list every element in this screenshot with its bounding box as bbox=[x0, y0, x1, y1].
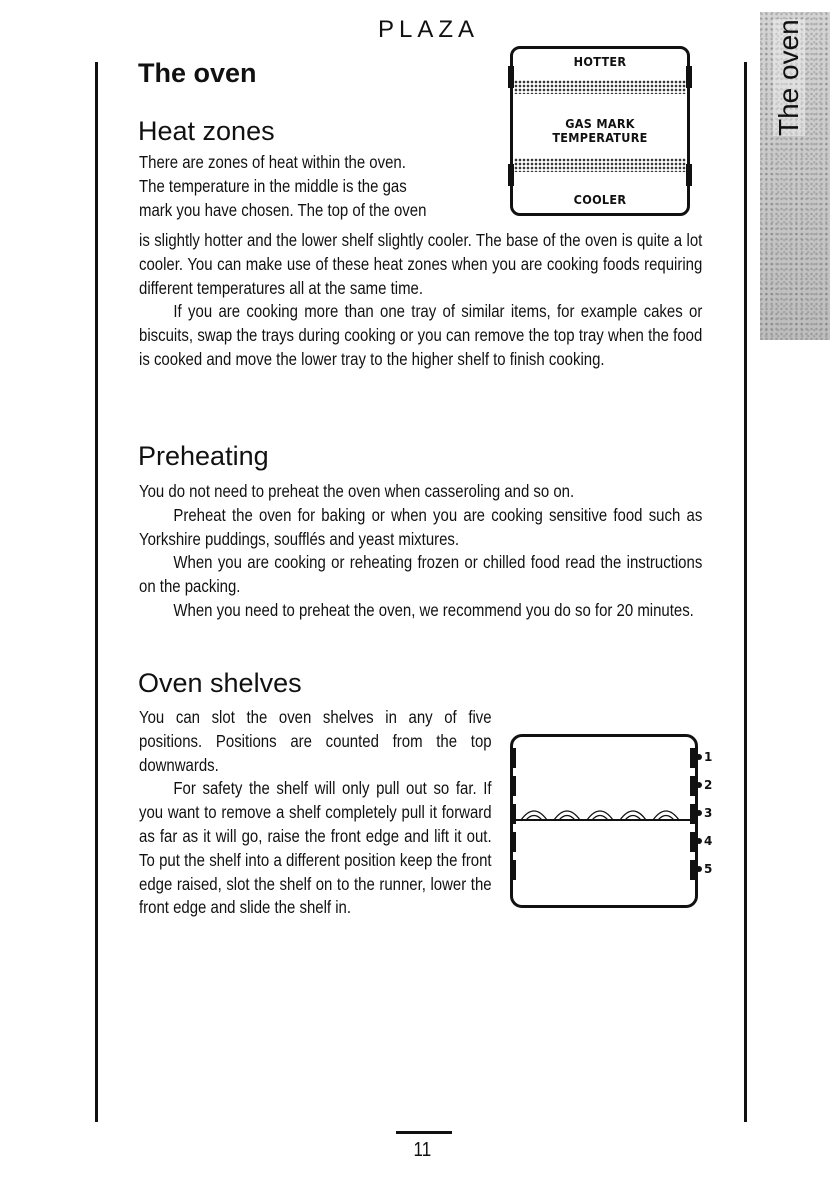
shelf-wire-loop bbox=[554, 811, 580, 820]
preheating-heading: Preheating bbox=[138, 441, 269, 471]
runner-left-3 bbox=[510, 804, 516, 824]
oven-shelves-para-2: For safety the shelf will only pull out so far. If you want to remove a shelf completely pull it forward as far as it will go, raise the front edge and lift it out. To put the shelf into a different position keep the front edge raised, slot the shelf on to the runner, lower the front edge and slide the shelf in. bbox=[139, 778, 492, 918]
hotter-label: HOTTER bbox=[573, 54, 627, 69]
page-number: 11 bbox=[413, 1139, 432, 1161]
position-number: 3 bbox=[704, 806, 713, 820]
side-tab-label: The oven bbox=[773, 19, 804, 136]
page-title: The oven bbox=[138, 58, 257, 88]
heat-zones-intro bbox=[139, 151, 493, 222]
right-margin-rule bbox=[744, 62, 747, 1122]
preheating-body bbox=[139, 480, 702, 623]
heat-zones-line: mark you have chosen. The top of the oven bbox=[139, 199, 427, 220]
shelf-wire-loop bbox=[620, 811, 646, 820]
position-number: 5 bbox=[704, 862, 713, 876]
heat-zones-diagram bbox=[510, 46, 690, 216]
hot-zone-band bbox=[514, 80, 686, 94]
runner-left-2 bbox=[510, 776, 516, 796]
runner-left-5 bbox=[510, 860, 516, 880]
preheating-para: You do not need to preheat the oven when casseroling and so on. bbox=[139, 481, 575, 501]
shelf-wire-loop bbox=[653, 811, 679, 820]
gas-mark-label: GAS MARK bbox=[565, 116, 635, 131]
shelf-position-2 bbox=[696, 778, 712, 792]
heat-zones-para-1: is slightly hotter and the lower shelf slightly cooler. The base of the oven is quite a lot cooler. You can make use of these heat zones when you are cooking foods requiring different temperatures all at the same time. bbox=[139, 230, 703, 298]
position-number: 4 bbox=[704, 834, 713, 848]
left-margin-rule bbox=[95, 62, 98, 1122]
cool-zone-band bbox=[514, 158, 686, 172]
preheating-para: Preheat the oven for baking or when you are cooking sensitive food such as Yorkshire puddings, soufflés and yeast mixtures. bbox=[139, 504, 703, 549]
position-dot bbox=[696, 866, 702, 872]
cooler-label: COOLER bbox=[573, 192, 627, 207]
oven-shelves-body bbox=[139, 706, 492, 920]
preheating-para: When you need to preheat the oven, we recommend you do so for 20 minutes. bbox=[173, 599, 694, 620]
shelf-positions-diagram bbox=[510, 734, 738, 908]
position-dot bbox=[696, 810, 702, 816]
oven-shelves-para-1: You can slot the oven shelves in any of five positions. Positions are counted from the top downwards. bbox=[139, 707, 492, 775]
runner-left-4 bbox=[510, 832, 516, 852]
temperature-label: TEMPERATURE bbox=[552, 130, 648, 145]
heat-zones-body bbox=[139, 229, 702, 372]
position-dot bbox=[696, 754, 702, 760]
shelf-position-4 bbox=[696, 834, 712, 848]
brand-name: PLAZA bbox=[378, 16, 480, 43]
section-side-tab bbox=[760, 12, 830, 340]
position-dot bbox=[696, 782, 702, 788]
heat-zones-heading: Heat zones bbox=[138, 116, 275, 146]
runner-left-1 bbox=[510, 748, 516, 768]
shelf-wire-loop bbox=[521, 811, 547, 820]
heat-zones-para-2: If you are cooking more than one tray of similar items, for example cakes or biscuits, swap the trays during cooking or you can remove the top tray when the food is cooked and move the lower tray to the higher shelf to finish cooking. bbox=[139, 301, 703, 369]
position-number: 2 bbox=[704, 778, 713, 792]
preheating-para: When you are cooking or reheating frozen or chilled food read the instructions on the packing. bbox=[139, 552, 703, 597]
shelf-position-3 bbox=[696, 806, 712, 820]
shelf-drawing bbox=[510, 734, 696, 908]
shelf-position-5 bbox=[696, 862, 712, 876]
position-number: 1 bbox=[704, 750, 713, 764]
heat-zones-line: The temperature in the middle is the gas bbox=[139, 175, 407, 196]
shelf-position-1 bbox=[696, 750, 712, 764]
page-number-rule bbox=[396, 1131, 452, 1134]
shelf-wire-loop bbox=[587, 811, 613, 820]
position-dot bbox=[696, 838, 702, 844]
oven-shelves-heading: Oven shelves bbox=[138, 668, 302, 698]
heat-zones-line: There are zones of heat within the oven. bbox=[139, 152, 406, 172]
